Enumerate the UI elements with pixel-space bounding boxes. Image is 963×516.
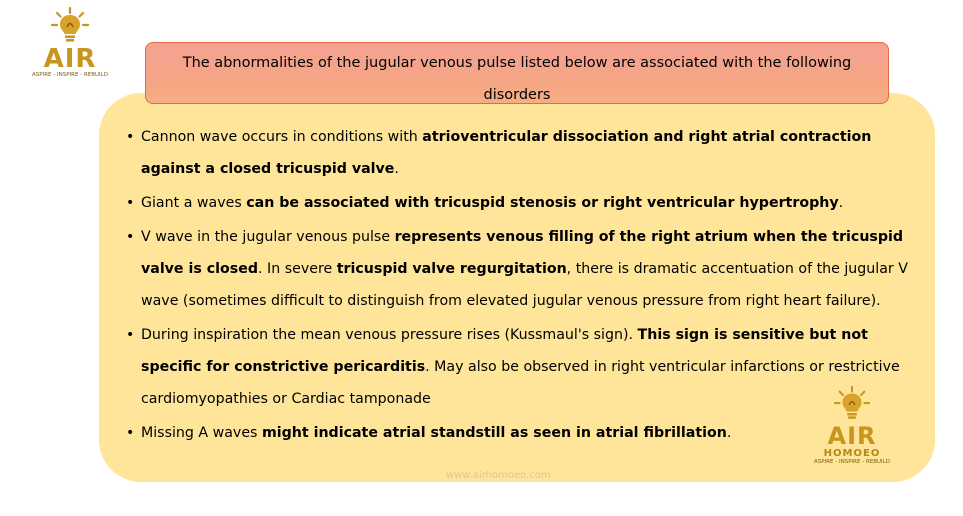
brand-tagline: ASPIRE - INSPIRE - REBUILD (814, 459, 890, 465)
title-banner (145, 42, 889, 104)
brand-name: AIR (827, 422, 877, 450)
brand-tagline: ASPIRE - INSPIRE - REBUILD (32, 72, 108, 78)
title-text (146, 47, 888, 111)
lightbulb-icon (50, 6, 90, 46)
list-item: • Giant a waves can be associated with tricuspid stenosis or right ventricular hypertrophy. (141, 187, 911, 219)
list-item: • Cannon wave occurs in conditions with atrioventricular dissociation and right atrial contraction against a closed tricuspid valve. (141, 121, 911, 185)
list-item: • Missing A waves might indicate atrial standstill as seen in atrial fibrillation. (141, 417, 911, 449)
brand-name: AIR (43, 44, 97, 74)
list-item: • During inspiration the mean venous pressure rises (Kussmaul's sign). This sign is sensitive but not specific for constrictive pericarditis. May also be observed in right ventricular infarctions or restrictive cardiomyopathies or Cardiac tamponade (141, 319, 911, 415)
title-line-1: The abnormalities of the jugular venous pulse listed below are associated with the following (182, 55, 852, 71)
disorder-list (141, 121, 911, 451)
title-line-2: disorders (483, 87, 551, 103)
list-item: • V wave in the jugular venous pulse represents venous filling of the right atrium when the tricuspid valve is closed. In severe tricuspid valve regurgitation, there is dramatic accentuation of the jugular V wave (sometimes difficult to distinguish from elevated jugular venous pressure from right heart failure). (141, 221, 911, 317)
brand-sub: HOMOEO (823, 448, 881, 459)
brand-logo-top (22, 6, 118, 79)
watermark: www.airhomoeo.com (446, 470, 551, 481)
lightbulb-icon (833, 384, 871, 424)
brand-logo-bottom (806, 384, 898, 466)
